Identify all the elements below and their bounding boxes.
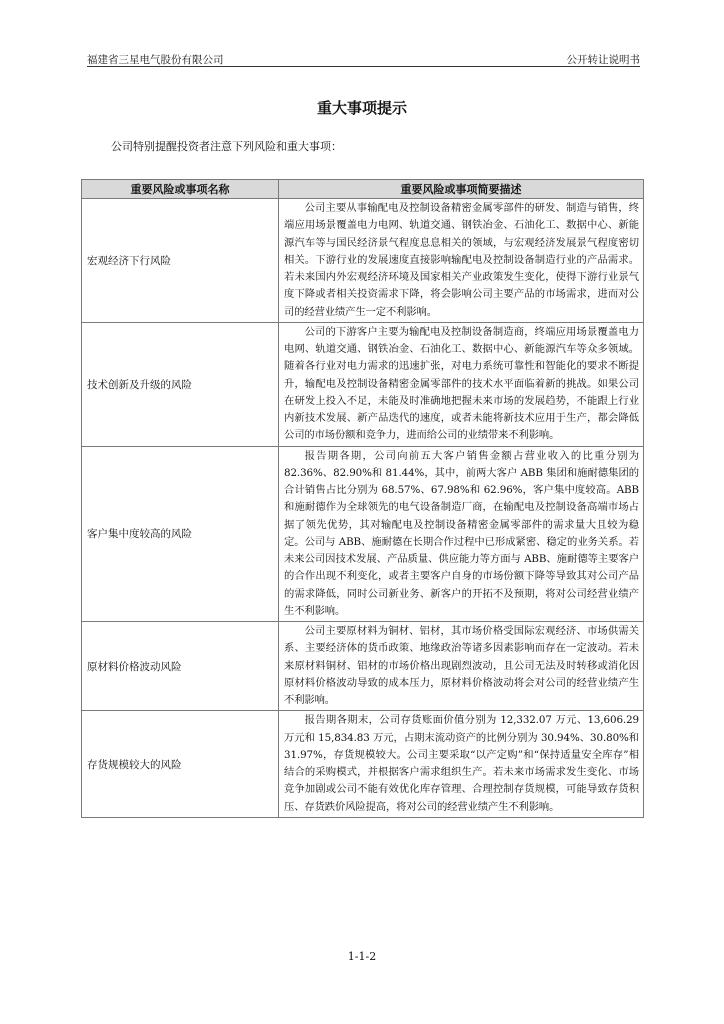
risk-name: 存货规模较大的风险: [82, 711, 279, 818]
column-header-description: 重要风险或事项简要描述: [279, 180, 644, 199]
risk-table: [81, 179, 644, 818]
risk-description: 公司主要原材料为铜材、铝材，其市场价格受国际宏观经济、市场供需关系、主要经济体的货币政策、地缘政治等诸多因素影响而存在一定波动。若未来原材料铜材、铝材的市场价格出现剧烈波动，且公司无法及时转移或消化因原材料价格波动导致的成本压力，原材料价格波动将会对公司的经营业绩产生不利影响。: [279, 622, 644, 711]
risk-name: 客户集中度较高的风险: [82, 446, 279, 622]
table-header-row: [82, 180, 644, 199]
page-header: [87, 50, 640, 67]
page-number: 1-1-2: [347, 950, 377, 963]
table-row: [82, 199, 644, 323]
risk-name: 宏观经济下行风险: [82, 199, 279, 323]
risk-description: 报告期各期，公司向前五大客户销售金额占营业收入的比重分别为 82.36%、82.90%和 81.44%，其中，前两大客户 ABB 集团和施耐德集团的合计销售占比分别为 68.57%、67.98%和 62.96%，客户集中度较高。ABB 和施耐德作为全球领先的电气设备制造厂商，在输配电及控制设备高端市场占据了领先优势，其对输配电及控制设备精密金属零部件的需求量大且较为稳定。公司与 ABB、施耐德在长期合作过程中已形成紧密、稳定的业务关系。若未来公司因技术发展、产品质量、供应能力等方面与 ABB、施耐德等主要客户的合作出现不利变化，或者主要客户自身的市场份额下降等导致其对公司产品的需求降低，同时公司新业务、新客户的开拓不及预期，将对公司经营业绩产生不利影响。: [279, 446, 644, 622]
header-company-name: 福建省三星电气股份有限公司: [87, 54, 224, 66]
intro-text: 公司特别提醒投资者注意下列风险和重大事项：: [111, 140, 342, 153]
risk-name: 技术创新及升级的风险: [82, 322, 279, 446]
table-row: [82, 622, 644, 711]
risk-description: 公司主要从事输配电及控制设备精密金属零部件的研发、制造与销售，终端应用场景覆盖电力电网、轨道交通、钢铁冶金、石油化工、数据中心、新能源汽车等与国民经济景气程度息息相关的领域，与宏观经济发展景气程度密切相关。下游行业的发展速度直接影响输配电及控制设备制造行业的产品需求。若未来国内外宏观经济环境及国家相关产业政策发生变化，使得下游行业景气度下降或者相关投资需求下降，将会影响公司主要产品的市场需求，进而对公司的经营业绩产生一定不利影响。: [279, 199, 644, 323]
table-row: [82, 322, 644, 446]
page-title: 重大事项提示: [316, 99, 407, 117]
header-document-type: 公开转让说明书: [566, 54, 640, 66]
risk-description: 报告期各期末，公司存货账面价值分别为 12,332.07 万元、13,606.29 万元和 15,834.83 万元，占期末流动资产的比例分别为 30.94%、30.80%和 31.97%，存货规模较大。公司主要采取“以产定购”和“保持适量安全库存”相结合的采购模式，并根据客户需求组织生产。若未来市场需求发生变化、市场竞争加剧或公司不能有效优化库存管理、合理控制存货规模，可能导致存货积压、存货跌价风险提高，将对公司的经营业绩产生不利影响。: [279, 711, 644, 818]
risk-description: 公司的下游客户主要为输配电及控制设备制造商，终端应用场景覆盖电力电网、轨道交通、钢铁冶金、石油化工、数据中心、新能源汽车等众多领域。随着各行业对电力需求的迅速扩张，对电力系统可靠性和智能化的要求不断提升，输配电及控制设备精密金属零部件的技术水平面临着新的挑战。如果公司在研发上投入不足，未能及时准确地把握未来市场的发展趋势，不能跟上行业内新技术发展、新产品迭代的速度，或者未能将新技术应用于生产，都会降低公司的市场份额和竞争力，进而给公司的业绩带来不利影响。: [279, 322, 644, 446]
table-row: [82, 711, 644, 818]
risk-name: 原材料价格波动风险: [82, 622, 279, 711]
column-header-name: 重要风险或事项名称: [82, 180, 279, 199]
table-row: [82, 446, 644, 622]
